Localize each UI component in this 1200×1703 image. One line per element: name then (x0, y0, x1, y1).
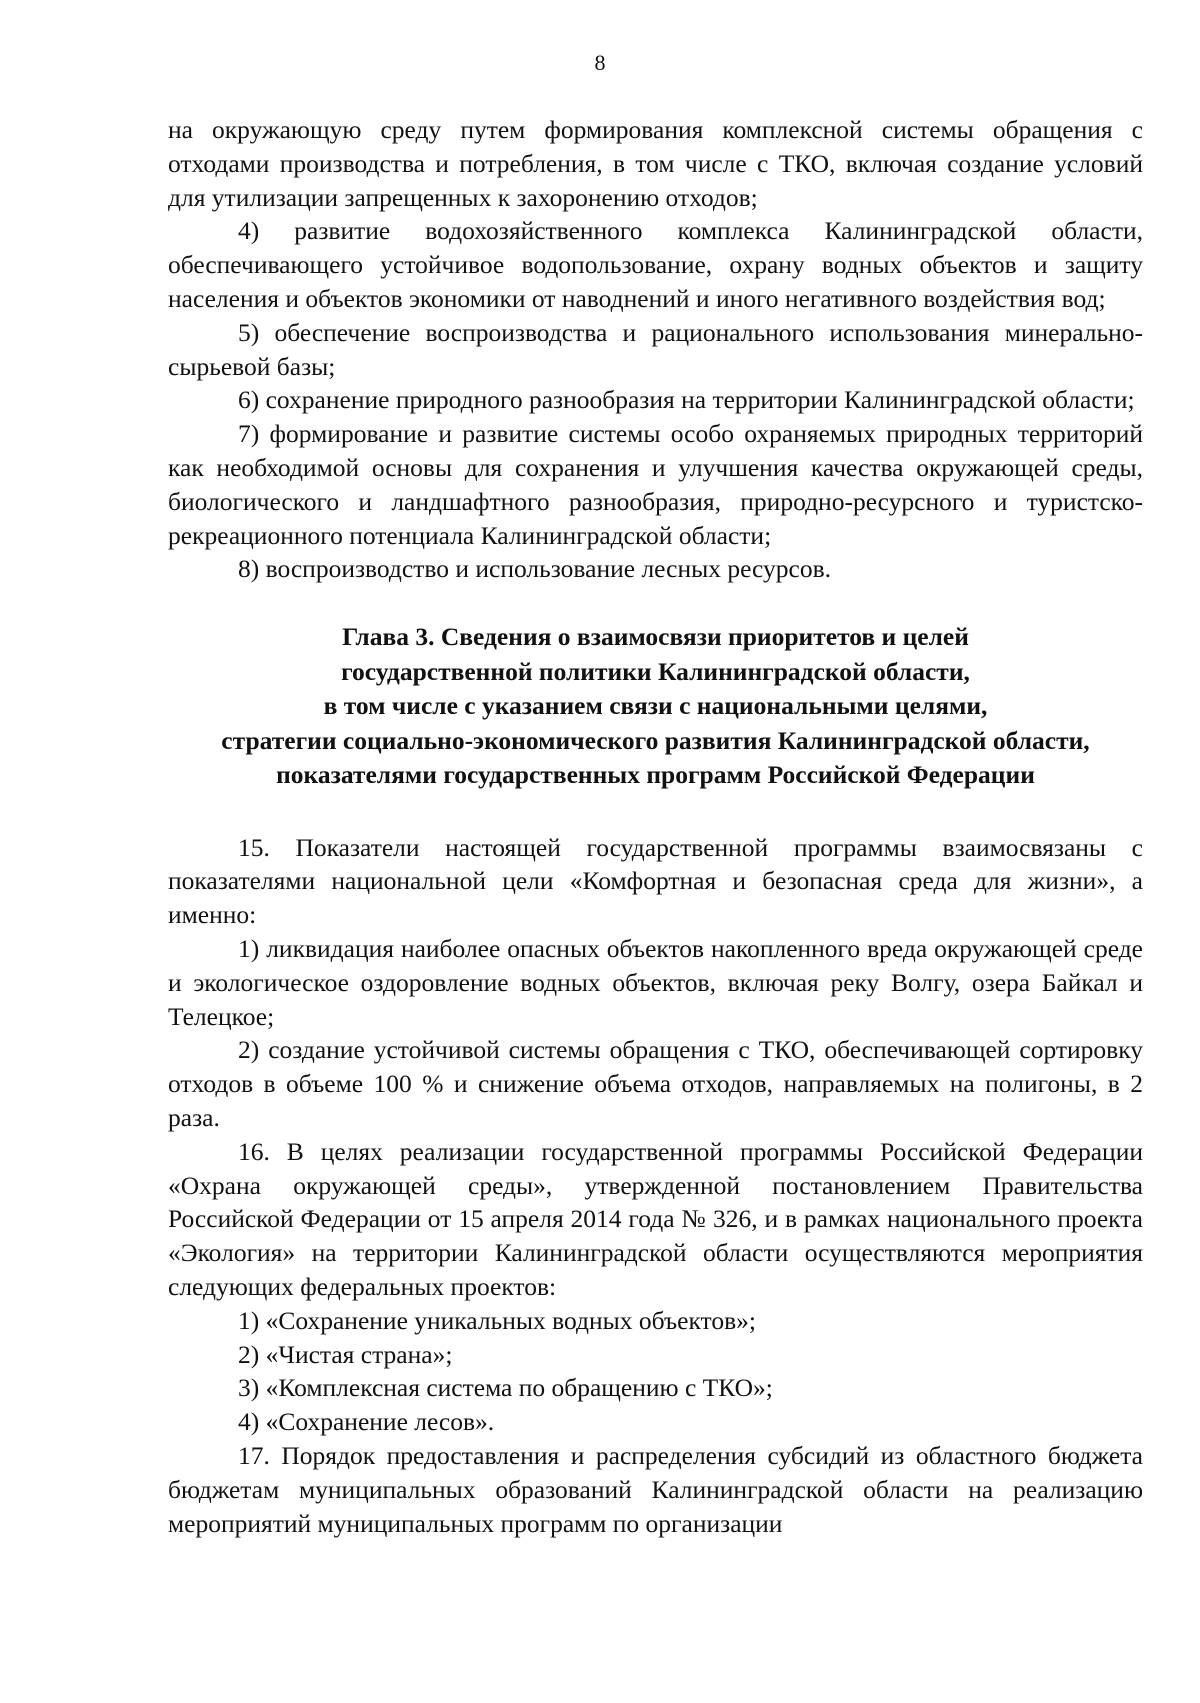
section-16-item-3: 3) «Комплексная система по обращению с ТКО»; (238, 1373, 773, 1403)
section-17: 17. Порядок предоставления и распределения субсидий из областного бюджета бюджетам муниципальных образований Калининградской области на реализацию мероприятий муниципальных программ по организации (168, 1441, 1143, 1538)
document-body (168, 113, 1143, 1540)
list-item-8: 8) воспроизводство и использование лесных ресурсов. (238, 554, 832, 584)
section-16: 16. В целях реализации государственной программы Российской Федерации «Охрана окружающей среды», утвержденной постановлением Правительства Российской Федерации от 15 апреля 2014 года № 326, и в рамках национального проекта «Экология» на территории Калининградской области осуществляются мероприятия следующих федеральных проектов: (168, 1136, 1143, 1302)
heading-line-2: государственной политики Калининградской области, (341, 656, 970, 686)
list-item-5: 5) обеспечение воспроизводства и рационального использования минерально-сырьевой базы; (168, 317, 1143, 381)
list-item-6: 6) сохранение природного разнообразия на территории Калининградской области; (238, 385, 1135, 415)
list-item-4: 4) развитие водохозяйственного комплекса Калининградской области, обеспечивающего устойчивое водопользование, охрану водных объектов и защиту населения и объектов экономики от наводнений и иного негативного воздействия вод; (168, 216, 1143, 313)
heading-line-1: Глава 3. Сведения о взаимосвязи приоритетов и целей (342, 622, 969, 652)
heading-line-5: показателями государственных программ Российской Федерации (276, 760, 1035, 790)
section-15: 15. Показатели настоящей государственной программы взаимосвязаны с показателями национальной цели «Комфортная и безопасная среда для жизни», а именно: (168, 832, 1143, 930)
heading-line-4: стратегии социально-экономического развития Калининградской области, (221, 725, 1090, 755)
heading-line-3: в том числе с указанием связи с национальными целями, (323, 691, 988, 721)
section-16-item-1: 1) «Сохранение уникальных водных объектов»; (238, 1305, 756, 1335)
section-15-item-2: 2) создание устойчивой системы обращения с ТКО, обеспечивающей сортировку отходов в объеме 100 % и снижение объема отходов, направляемых на полигоны, в 2 раза. (168, 1035, 1143, 1133)
chapter-heading (168, 620, 1143, 793)
section-15-item-1: 1) ликвидация наиболее опасных объектов накопленного вреда окружающей среде и экологическое оздоровление водных объектов, включая реку Волгу, озера Байкал и Телецкое; (168, 934, 1143, 1031)
section-16-item-4: 4) «Сохранение лесов». (238, 1407, 495, 1437)
list-item-7: 7) формирование и развитие системы особо охраняемых природных территорий как необходимой основы для сохранения и улучшения качества окружающей среды, биологического и ландшафтного разнообразия, природно-ресурсного и туристско-рекреационного потенциала Калининградской области; (168, 419, 1143, 550)
page-number: 8 (594, 50, 606, 75)
section-16-item-2: 2) «Чистая страна»; (238, 1339, 453, 1369)
paragraph-continuation: на окружающую среду путем формирования комплексной системы обращения с отходами производства и потребления, в том числе с ТКО, включая создание условий для утилизации запрещенных к захоронению отходов; (168, 115, 1143, 212)
